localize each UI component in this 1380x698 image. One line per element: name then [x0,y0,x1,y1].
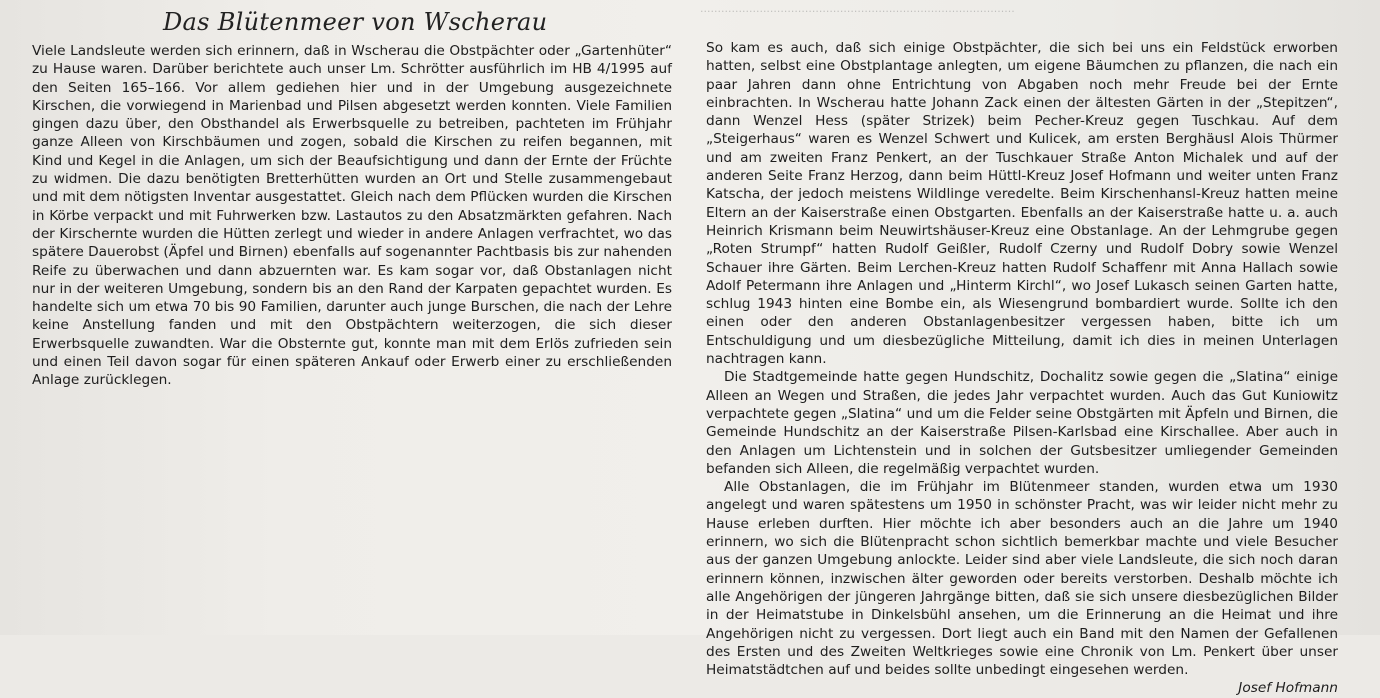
right-paragraph-1: So kam es auch, daß sich einige Obstpächter, die sich bei uns ein Feldstück erworben hatten, selbst eine Obstplantage anlegten, um eigene Bäumchen zu pflanzen, die nach ein paar Jahren dann ohne Entrichtung von Abgaben noch mehr Freude bei der Ernte einbrachten. In Wscherau hatte Johann Zack einen der ältesten Gärten in der „Stepitzen“, dann Wenzel Hess (später Strizek) beim Pecher-Kreuz gegen Tuschkau. Auf dem „Steigerhaus“ waren es Wenzel Schwert und Kulicek, am ersten Berghäusl Alois Thürmer und am zweiten Franz Penkert, an der Tuschkauer Straße Anton Michalek und auf der anderen Seite Franz Herzog, dann beim Hüttl-Kreuz Josef Hofmann und weiter unten Franz Katscha, der jedoch meistens Wildlinge veredelte. Beim Kirschenhansl-Kreuz hatten meine Eltern an der Kaiserstraße einen Obstgarten. Ebenfalls an der Kaiserstraße hatte u. a. auch Heinrich Krismann beim Neuwirtshäuser-Kreuz eine Obstanlage. An der Lehmgrube gegen „Roten Strumpf“ hatten Rudolf Geißler, Rudolf Czerny und Rudolf Dobry sowie Wenzel Schauer ihre Gärten. Beim Lerchen-Kreuz hatten Rudolf Schaffenr mit Anna Hallach sowie Adolf Petermann ihre Anlagen und „Hinterm Kirchl“, wo Josef Lukasch seinen Garten hatte, schlug 1943 hinten eine Bombe ein, als Wiesengrund bombardiert wurde. Sollte ich den einen oder den anderen Obstanlagenbesitzer vergessen haben, bitte ich um Entschuldigung und um diesbezügliche Mitteilung, damit ich dies in meinen Unterlagen nachtragen kann. [706,40,1338,368]
article-title: Das Blütenmeer von Wscherau [163,8,548,36]
author-signature: Josef Hofmann [1238,680,1338,697]
right-column [706,39,1338,698]
right-paragraph-3: Alle Obstanlagen, die im Frühjahr im Blütenmeer standen, wurden etwa um 1930 angelegt und waren spätestens um 1950 in schönster Pracht, was wir leider nicht mehr zu Hause erleben durften. Hier möchte ich aber besonders auch an die Jahre um 1940 erinnern, wo sich die Blütenpracht schon sichtlich bemerkbar machte und viele Besucher aus der ganzen Umgebung anlockte. Leider sind aber viele Landsleute, die sich noch daran erinnern können, inzwischen älter geworden oder bereits verstorben. Deshalb möchte ich alle Angehörigen der jüngeren Jahrgänge bitten, daß sie sich unsere diesbezüglichen Bilder in der Heimatstube in Dinkelsbühl ansehen, um die Erinnerung an die Heimat und ihre Angehörigen nicht zu vergessen. Dort liegt auch ein Band mit den Namen der Gefallenen des Ersten und des Zweiten Weltkrieges sowie eine Chronik von Lm. Penkert über unser Heimatstädtchen auf und beides sollte unbedingt eingesehen werden. [706,479,1338,679]
left-paragraph: Viele Landsleute werden sich erinnern, daß in Wscherau die Obstpächter oder „Gartenhüter“ zu Hause waren. Darüber berichtete auch unser Lm. Schrötter ausführlich im HB 4/1995 auf den Seiten 165–166. Vor allem gediehen hier und in der Umgebung ausgezeichnete Kirschen, die vorwiegend in Marienbad und Pilsen abgesetzt werden konnten. Viele Familien gingen dazu über, den Obsthandel als Erwerbsquelle zu betreiben, pachteten im Frühjahr ganze Alleen von Kirschbäumen und zogen, sobald die Kirschen zu reifen begannen, mit Kind und Kegel in die Anlagen, um sich der Beaufsichtigung und dann der Ernte der Früchte zu widmen. Die dazu benötigten Bretterhütten wurden an Ort und Stelle zusammengebaut und mit dem nötigsten Inventar ausgestattet. Gleich nach dem Pflücken wurden die Kirschen in Körbe verpackt und mit Fuhrwerken bzw. Lastautos zu den Absatzmärkten gefahren. Nach der Kirschernte wurden die Hütten zerlegt und wieder in andere Anlagen verfrachtet, wo das spätere Dauerobst (Äpfel und Birnen) ebenfalls auf sogenannter Pachtbasis bis zur nahenden Reife zu überwachen und dann abzuernten war. Es kam sogar vor, daß Obstanlagen nicht nur in der weiteren Umgebung, sondern bis an den Rand der Karpaten gepachtet wurden. Es handelte sich um etwa 70 bis 90 Familien, darunter auch junge Burschen, die nach der Lehre keine Anstellung fanden und mit den Obstpächtern weiterzogen, die sich dieser Erwerbsquelle zuwandten. War die Obsternte gut, konnte man mit dem Erlös zufrieden sein und einen Teil davon sogar für einen späteren Ankauf oder Erwerb einer zu erschließenden Anlage zurücklegen. [32,43,672,389]
bleed-through-text: .......................................................................................... [700,2,1015,15]
left-column [32,42,672,390]
right-paragraph-2: Die Stadtgemeinde hatte gegen Hundschitz, Dochalitz sowie gegen die „Slatina“ einige Alleen an Wegen und Straßen, die jedes Jahr verpachtet wurden. Auch das Gut Kuniowitz verpachtete gegen „Slatina“ und um die Felder seine Obstgärten mit Äpfeln und Birnen, die Gemeinde Hundschitz an der Kaiserstraße Pilsen-Karlsbad eine Kirschallee. Aber auch in den Anlagen um Lichtenstein und in solchen der Gutsbesitzer umliegender Gemeinden befanden sich Alleen, die regelmäßig verpachtet wurden. [706,369,1338,477]
